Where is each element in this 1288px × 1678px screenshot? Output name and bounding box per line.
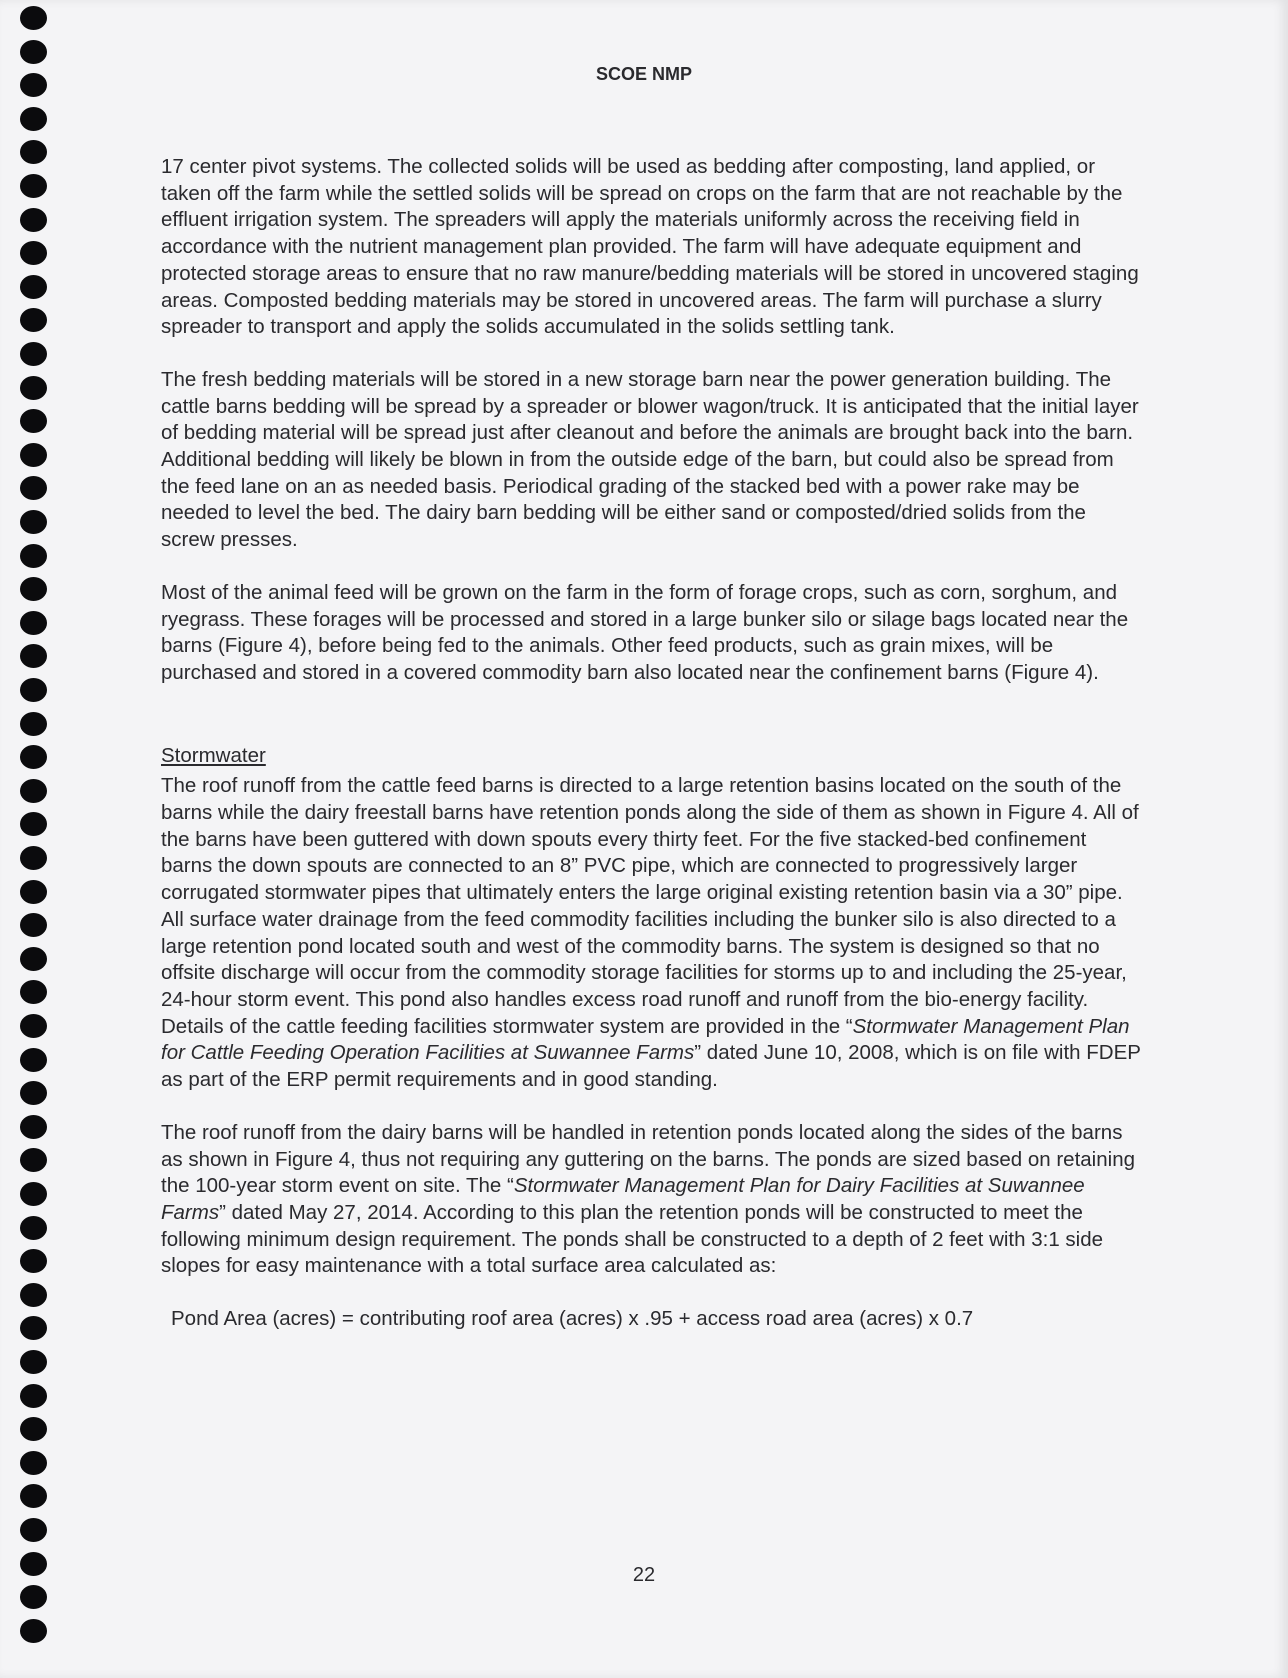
punch-hole [20,1048,47,1072]
punch-hole [20,275,47,299]
punch-hole [20,107,47,131]
plan-title-dairy: Stormwater Management Plan for Dairy Facilities at Suwannee Farms [161,1174,1085,1224]
punch-hole [20,712,47,736]
punch-hole [20,1619,47,1643]
punch-hole [20,241,47,265]
punch-hole [20,1182,47,1206]
punch-hole [20,409,47,433]
punch-hole [20,1014,47,1038]
page-number: 22 [632,1564,656,1586]
punch-hole [20,1585,47,1609]
punch-hole [20,342,47,366]
punch-hole [20,1081,47,1105]
punch-hole [20,140,47,164]
punch-hole [20,1484,47,1508]
paragraph-solids-handling: 17 center pivot systems. The collected solids will be used as bedding after composting, land applied, or taken off the farm while the settled solids will be spread on crops on the farm that are not reachable by the effluent irrigation system. The spreaders will apply the materials uniformly across the receiving field in accordance with the nutrient management plan provided. The farm will have adequate equipment and protected storage areas to ensure that no raw manure/bedding materials will be stored in uncovered staging areas. Composted bedding materials may be stored in uncovered areas. The farm will purchase a slurry spreader to transport and apply the solids accumulated in the solids settling tank. [161,155,1139,339]
punch-hole [20,577,47,601]
binder-punch-strip [20,0,50,1678]
punch-hole [20,779,47,803]
punch-hole [20,980,47,1004]
punch-hole [20,947,47,971]
punch-hole [20,1384,47,1408]
paragraph-stormwater-dairy [161,1120,1141,1280]
punch-hole [20,745,47,769]
punch-hole [20,6,47,30]
paragraph-animal-feed: Most of the animal feed will be grown on the farm in the form of forage crops, such as corn, sorghum, and ryegrass. These forages will be processed and stored in a large bunker silo or silage bags located near the barns (Figure 4), before being fed to the animals. Other feed products, such as grain mixes, will be purchased and stored in a covered commodity barn also located near the confinement barns (Figure 4). [161,580,1129,684]
text-run: ” dated May 27, 2014. According to this plan the retention ponds will be constructed to meet the following minimum design requirement. The ponds shall be constructed to a depth of 2 feet with 3:1 side slopes for easy maintenance with a total surface area calculated as: [161,1200,1104,1278]
punch-hole [20,1115,47,1139]
paragraph-bedding: The fresh bedding materials will be stored in a new storage barn near the power generation building. The cattle barns bedding will be spread by a spreader or blower wagon/truck. It is anticipated that the initial layer of bedding material will be spread just after cleanout and before the animals are brought back into the barn. Additional bedding will likely be blown in from the outside edge of the barn, but could also be spread from the feed lane on an as needed basis. Periodical grading of the stacked bed with a power rake may be needed to level the bed. The dairy barn bedding will be either sand or composted/dried solids from the screw presses. [161,367,1139,552]
section-heading-stormwater: Stormwater [161,743,266,767]
punch-hole [20,443,47,467]
punch-hole [20,678,47,702]
punch-hole [20,208,47,232]
punch-hole [20,880,47,904]
punch-hole [20,913,47,937]
text-run: The roof runoff from the dairy barns will be handled in retention ponds located along the sides of the barns as shown in Figure 4, thus not requiring any guttering on the barns. The ponds are sized based on retaining the 100-year storm event on site. The “ [161,1120,1135,1198]
page-header-title: SCOE NMP [595,64,692,84]
punch-hole [20,1216,47,1240]
punch-hole [20,846,47,870]
punch-hole [20,510,47,534]
punch-hole [20,1451,47,1475]
punch-hole [20,40,47,64]
punch-hole [20,1316,47,1340]
punch-hole [20,1518,47,1542]
plan-title-cattle: Stormwater Management Plan for Cattle Feeding Operation Facilities at Suwannee Farms [161,1014,1130,1065]
punch-hole [20,308,47,332]
text-run: The roof runoff from the cattle feed barns is directed to a large retention basins located on the south of the barns while the dairy freestall barns have retention ponds along the side of them as shown in Figure 4. All of the barns have been guttered with down spouts every thirty feet. For the five stacked-bed confinement barns the down spouts are connected to an 8” PVC pipe, which are connected to progressively larger corrugated stormwater pipes that ultimately enters the large original existing retention basin via a 30” pipe. All surface water drainage from the feed commodity facilities including the bunker silo is also directed to a large retention pond located south and west of the commodity barns. The system is designed so that no offsite discharge will occur from the commodity storage facilities for storms up to and including the 25-year, 24-hour storm event. This pond also handles excess road runoff and runoff from the bio-energy facility. Details of the cattle feeding facilities stormwater system are provided in the “ [161,774,1139,1038]
text-run: ” dated June 10, 2008, which is on file with FDEP as part of the ERP permit requirements and in good standing. [161,1041,1141,1092]
punch-hole [20,376,47,400]
punch-hole [20,476,47,500]
punch-hole [20,1249,47,1273]
paragraph-stormwater-cattle [161,773,1141,1093]
page-body [161,154,1141,1333]
punch-hole [20,1417,47,1441]
punch-hole [20,1350,47,1374]
punch-hole [20,812,47,836]
punch-hole [20,1283,47,1307]
punch-hole [20,544,47,568]
punch-hole [20,1148,47,1172]
punch-hole [20,611,47,635]
punch-hole [20,174,47,198]
punch-hole [20,644,47,668]
pond-area-formula: Pond Area (acres) = contributing roof area (acres) x .95 + access road area (acres) x 0.7 [171,1307,974,1331]
